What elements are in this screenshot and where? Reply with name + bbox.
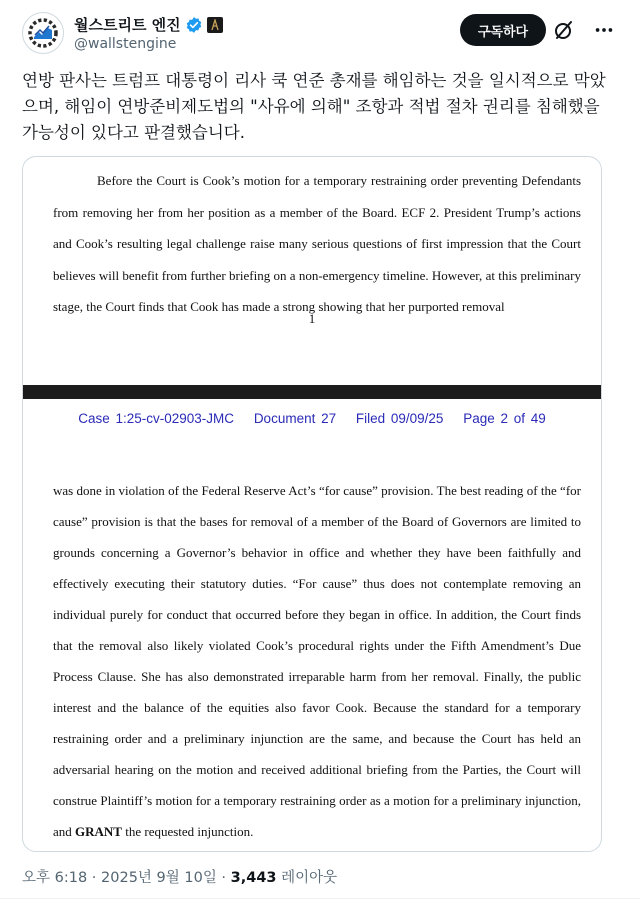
avatar[interactable] [22,12,64,54]
affiliate-badge-icon[interactable] [207,17,223,33]
document-page-1 [53,165,581,323]
tweet-text: 연방 판사는 트럼프 대통령이 리사 쿡 연준 총재를 해임하는 것을 일시적으로 막았으며, 해임이 연방준비제도법의 "사유에 의해" 조항과 적법 절차 권리를 침해했을 가능성이 있다고 판결했습니다. [22,71,606,142]
filed-date: Filed 09/09/25 [355,411,444,426]
verified-badge-icon [185,16,203,34]
wheel-logo-avatar [23,13,63,53]
timestamp[interactable]: 오후 6:18 · 2025년 9월 10일 · [22,870,231,886]
document-image[interactable] [22,156,602,852]
page-count: Page 2 of 49 [463,411,546,426]
tweet-header [22,12,622,60]
document-number: Document 27 [253,411,337,426]
document-page-2 [53,475,581,847]
document-page-2-tail: the requested injunction. [121,824,254,839]
name-row [74,14,223,35]
views-label: 레이아웃 [276,870,338,886]
more-icon[interactable] [592,18,616,42]
case-number: Case 1:25-cv-02903-JMC [78,411,235,426]
views-count: 3,443 [230,870,277,886]
page-separator [23,385,601,399]
page-number: 1 [308,311,316,326]
tweet-meta [22,866,337,887]
grok-icon[interactable] [552,18,576,42]
document-page-2-text: was done in violation of the Federal Reserve Act’s “for cause” provision. The best reading of the “for cause” provision is that the bases for removal of a member of the Board of Governors are limited to grounds concerning a Governor’s behavior in office and whether they have been faithfully and effectively executing their statutory duties. “For cause” thus does not contemplate removing an individual purely for conduct that occurred before they began in office. In addition, the Court finds that the removal also likely violated Cook’s procedural rights under the Fifth Amendment’s Due Process Clause. She has also demonstrated irreparable harm from her removal. Finally, the public interest and the balance of the equities also favor Cook. Because the standard for a temporary restraining order and a preliminary injunction are the same, and because the Court has held an adversarial hearing on the motion and received additional briefing from the Parties, the Court will construe Plaintiff’s motion for a temporary restraining order as a motion for a preliminary injunction, and [53,483,581,839]
case-header [23,411,601,426]
document-page-2-paragraph [53,475,581,847]
display-name[interactable]: 월스트리트 엔진 [74,16,181,34]
divider [0,898,640,899]
document-page-1-text: Before the Court is Cook’s motion for a temporary restraining order preventing Defendants from removing her from her position as a member of the Board. ECF 2. President Trump’s actions and Cook’s resulting legal challenge raise many serious questions of first impression that the Court believes will benefit from further briefing on a non-emergency timeline. However, at this preliminary stage, the Court finds that Cook has made a strong showing that her purported removal [53,173,581,314]
handle[interactable]: @wallstengine [74,36,177,52]
grant-emphasis: GRANT [75,824,122,839]
subscribe-button[interactable]: 구독하다 [460,14,546,46]
